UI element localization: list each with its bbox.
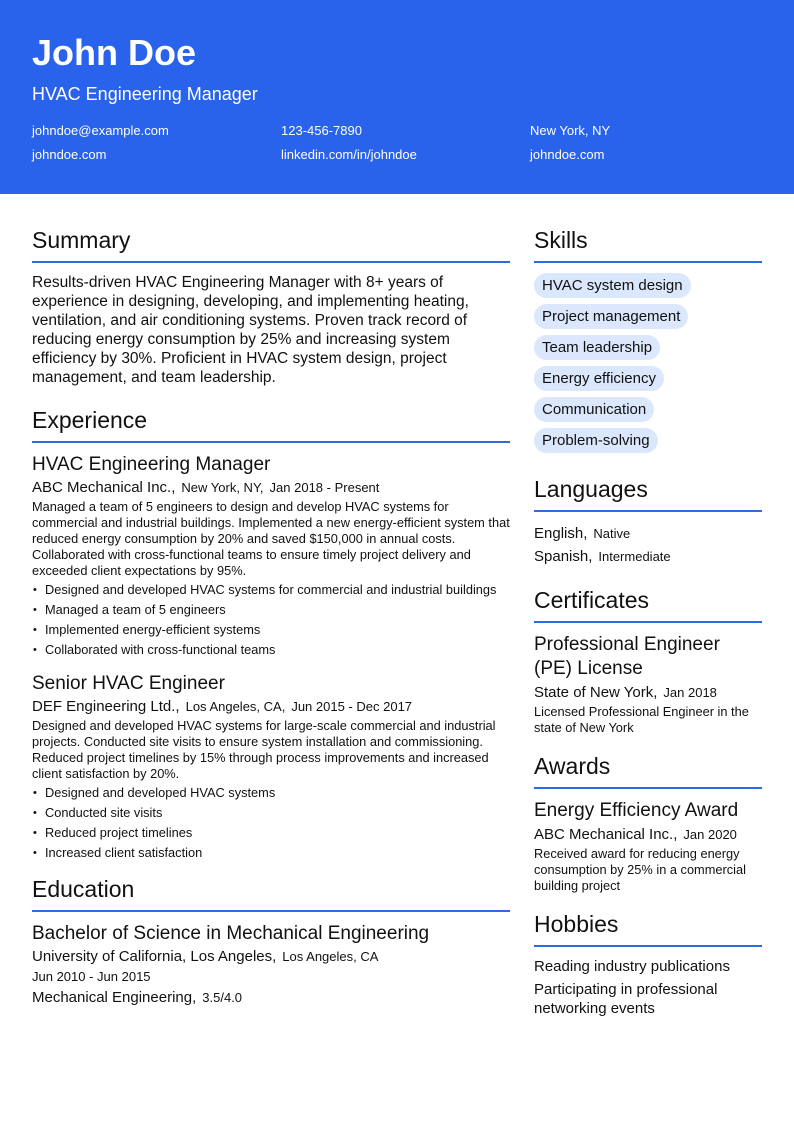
education-dates: Jun 2010 - Jun 2015 xyxy=(32,969,151,984)
awards-heading: Awards xyxy=(534,752,762,789)
contact-linkedin[interactable]: linkedin.com/in/johndoe xyxy=(281,147,417,162)
hobbies-section xyxy=(534,910,762,1018)
language-name: English, xyxy=(534,525,588,542)
skill-chip: Problem-solving xyxy=(534,428,658,453)
sidebar-column xyxy=(534,226,762,1022)
education-gpa: 3.5/4.0 xyxy=(202,990,243,1005)
job-location: Los Angeles, CA, xyxy=(185,699,286,714)
language-name: Spanish, xyxy=(534,548,593,565)
skill-chip: HVAC system design xyxy=(534,273,691,298)
skills-section xyxy=(534,226,762,453)
main-column xyxy=(32,226,510,1008)
award-description: Received award for reducing energy consumption by 25% in a commercial building project xyxy=(534,846,746,893)
certificates-section xyxy=(534,586,762,736)
job-title: HVAC Engineering Manager xyxy=(32,454,271,475)
award-meta xyxy=(534,825,762,845)
summary-heading: Summary xyxy=(32,226,510,263)
skills-list xyxy=(534,273,762,453)
awards-section xyxy=(534,752,762,894)
job-description: Designed and developed HVAC systems for large-scale commercial and industrial projects. Conducted site visits to ensure system installation and commissioning. Reduced project timelines by 15% through process improvements and increased client satisfaction by 20%. xyxy=(32,718,496,781)
job-dates: Jan 2018 - Present xyxy=(269,480,380,495)
skills-heading: Skills xyxy=(534,226,762,263)
language-level: Intermediate xyxy=(598,549,671,564)
certificate-issuer: State of New York, xyxy=(534,684,658,701)
language-level: Native xyxy=(593,526,631,541)
certificate-description: Licensed Professional Engineer in the state of New York xyxy=(534,704,749,735)
certificate-name: Professional Engineer (PE) License xyxy=(534,634,720,679)
job-title: Senior HVAC Engineer xyxy=(32,673,225,694)
contact-website-2[interactable]: johndoe.com xyxy=(530,147,605,162)
certificate-meta xyxy=(534,683,762,703)
job-meta xyxy=(32,697,510,716)
job-entry xyxy=(32,453,510,658)
languages-list xyxy=(534,522,762,568)
experience-section xyxy=(32,406,510,861)
languages-heading: Languages xyxy=(534,475,762,512)
experience-heading: Experience xyxy=(32,406,510,443)
skill-chip: Team leadership xyxy=(534,335,660,360)
job-dates: Jun 2015 - Dec 2017 xyxy=(291,699,413,714)
job-bullet: • Implemented energy-efficient systems xyxy=(32,622,510,638)
hobby-item: Participating in professional networking events xyxy=(534,981,718,1017)
award-name: Energy Efficiency Award xyxy=(534,800,739,821)
job-bullet: • Conducted site visits xyxy=(32,805,510,821)
job-entry xyxy=(32,672,510,861)
summary-section xyxy=(32,226,510,387)
contact-website[interactable]: johndoe.com xyxy=(32,147,107,162)
skill-chip: Energy efficiency xyxy=(534,366,664,391)
candidate-title: HVAC Engineering Manager xyxy=(32,84,258,104)
education-field-line xyxy=(32,988,510,1008)
contact-location: New York, NY xyxy=(530,123,611,138)
languages-section xyxy=(534,475,762,568)
summary-text: Results-driven HVAC Engineering Manager with 8+ years of experience in designing, developing, and implementing heating, ventilation, and air conditioning systems. Proven track record of reducing energy consumption by 25% and increasing system efficiency by 30%. Proficient in HVAC system design, project management, and team leadership. xyxy=(32,274,469,386)
candidate-name: John Doe xyxy=(32,32,197,73)
education-school: University of California, Los Angeles, xyxy=(32,948,277,965)
job-bullet: • Designed and developed HVAC systems xyxy=(32,785,510,801)
job-bullet: • Managed a team of 5 engineers xyxy=(32,602,510,618)
award-date: Jan 2020 xyxy=(683,827,737,842)
hobby-item: Reading industry publications xyxy=(534,958,730,975)
award-issuer: ABC Mechanical Inc., xyxy=(534,826,678,843)
job-description: Managed a team of 5 engineers to design and develop HVAC systems for commercial and industrial buildings. Implemented a new energy-efficient system that reduced energy consumption by 20% and saved $150,000 in annual costs. Collaborated with cross-functional teams to ensure timely project delivery and exceeded client expectations by 95%. xyxy=(32,499,510,578)
job-bullet: • Designed and developed HVAC systems for commercial and industrial buildings xyxy=(32,582,510,598)
job-bullets xyxy=(32,785,510,861)
job-company: ABC Mechanical Inc., xyxy=(32,479,176,496)
hobbies-heading: Hobbies xyxy=(534,910,762,947)
contact-email[interactable]: johndoe@example.com xyxy=(32,123,169,138)
resume-header xyxy=(0,0,794,194)
certificates-heading: Certificates xyxy=(534,586,762,623)
job-meta xyxy=(32,478,510,497)
job-bullet: • Increased client satisfaction xyxy=(32,845,510,861)
skill-chip: Communication xyxy=(534,397,654,422)
language-item xyxy=(534,522,762,545)
job-bullets xyxy=(32,582,510,658)
education-field: Mechanical Engineering, xyxy=(32,989,197,1006)
language-item xyxy=(534,545,762,568)
job-bullet: • Reduced project timelines xyxy=(32,825,510,841)
contact-info xyxy=(32,122,772,163)
job-company: DEF Engineering Ltd., xyxy=(32,698,180,715)
education-degree: Bachelor of Science in Mechanical Engineering xyxy=(32,923,430,944)
contact-phone[interactable]: 123-456-7890 xyxy=(281,123,362,138)
education-school-line xyxy=(32,947,510,967)
skill-chip: Project management xyxy=(534,304,688,329)
job-location: New York, NY, xyxy=(181,480,264,495)
education-heading: Education xyxy=(32,875,510,912)
education-section xyxy=(32,875,510,1008)
certificate-date: Jan 2018 xyxy=(663,685,717,700)
education-location: Los Angeles, CA xyxy=(282,949,379,964)
job-bullet: • Collaborated with cross-functional teams xyxy=(32,642,510,658)
